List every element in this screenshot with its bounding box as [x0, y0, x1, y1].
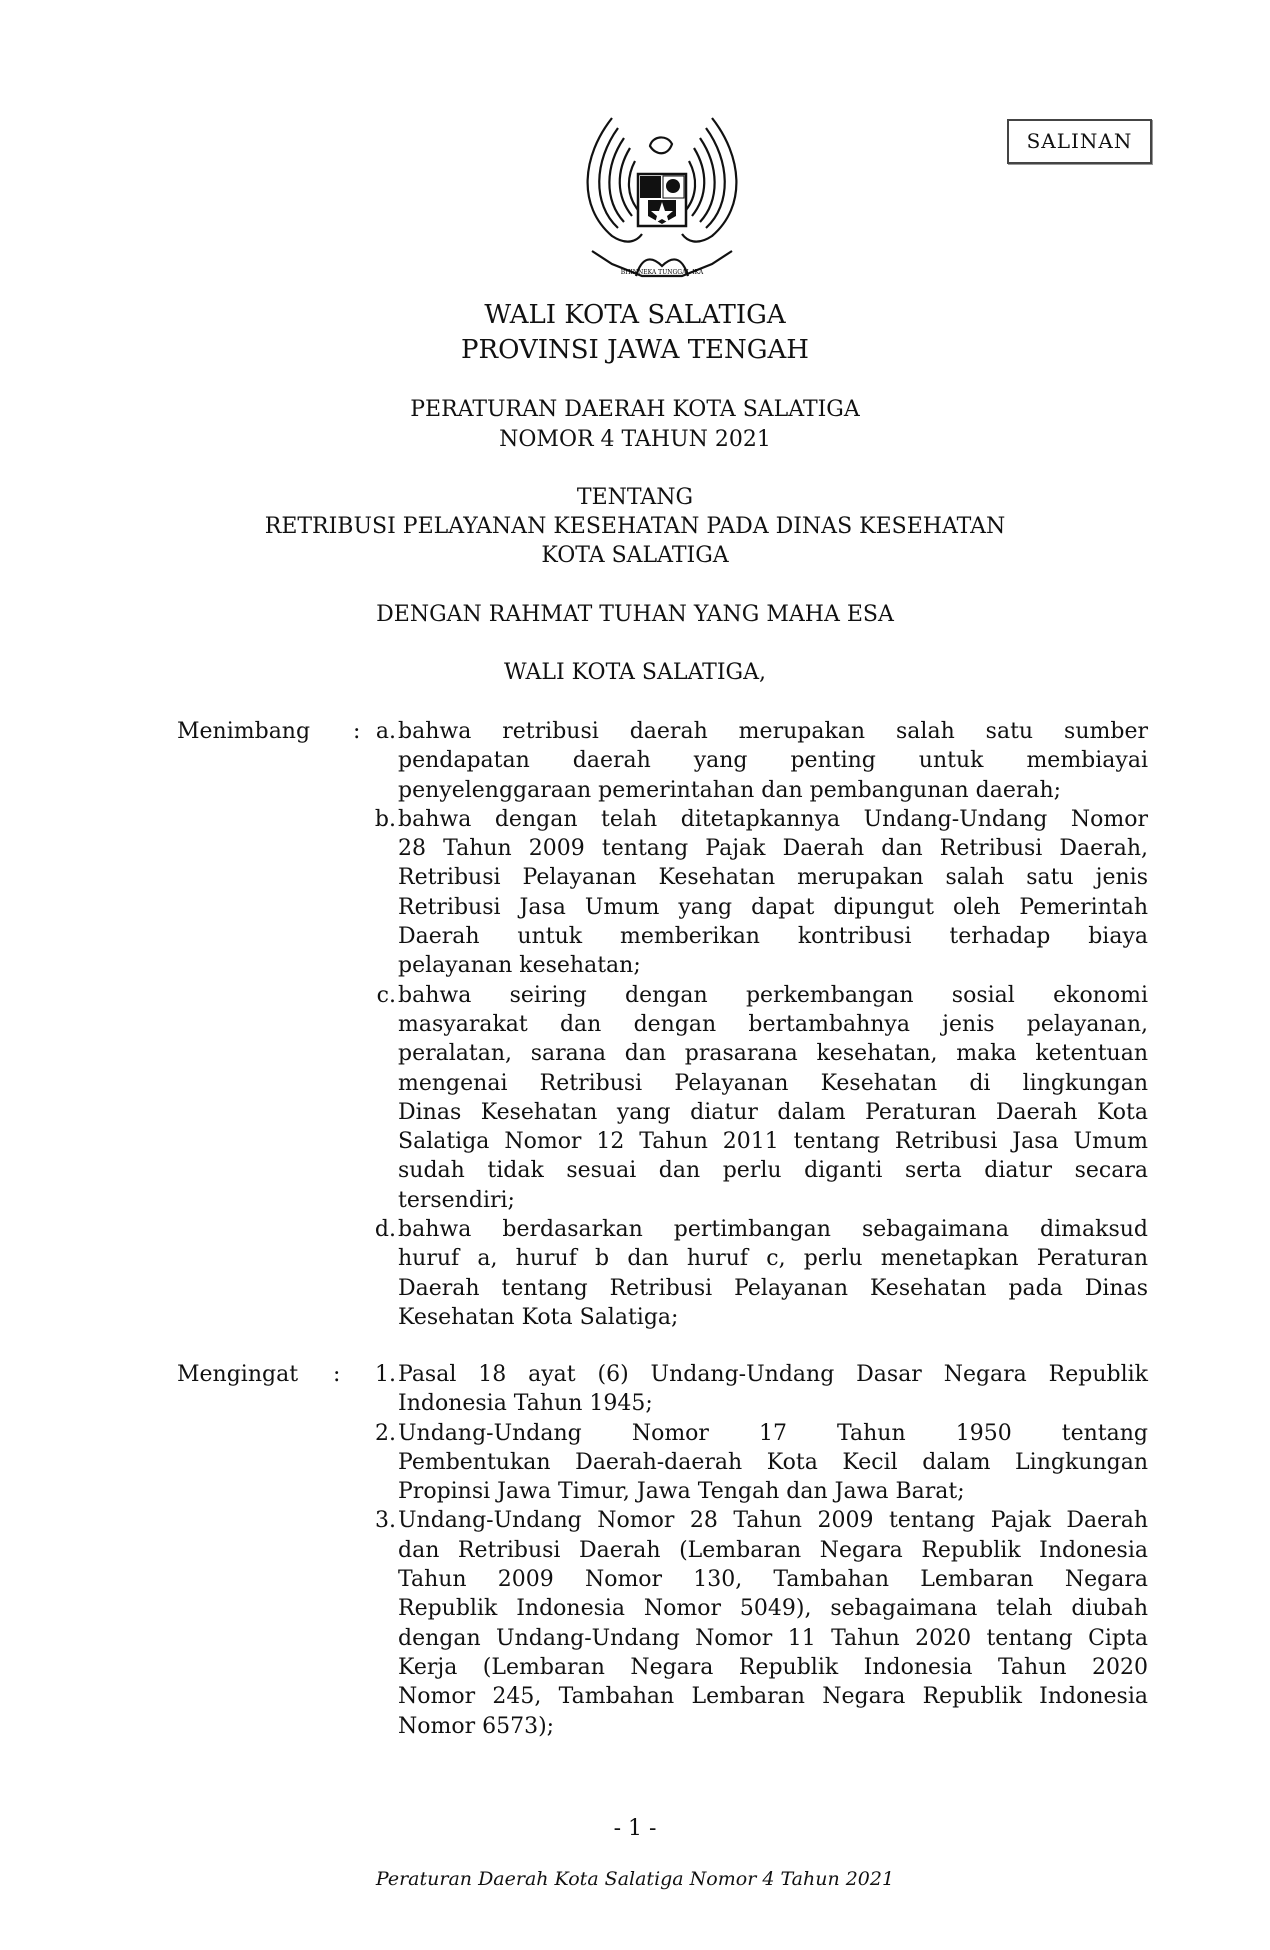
- item-text-line: Indonesia Tahun 1945;: [398, 1391, 653, 1417]
- item-text-line: tersendiri;: [398, 1187, 515, 1213]
- salinan-stamp: SALINAN: [1007, 119, 1152, 164]
- item-text-line: Nomor 6573);: [398, 1713, 555, 1739]
- item-text-line: Nomor 245, Tambahan Lembaran Negara Republik Indonesia: [398, 1684, 1148, 1710]
- header-title: WALI KOTA SALATIGA: [484, 300, 786, 330]
- item-text-line: Pasal 18 ayat (6) Undang-Undang Dasar Negara Republik: [398, 1362, 1148, 1387]
- item-text-line: penyelenggaraan pemerintahan dan pembangunan daerah;: [398, 777, 1062, 803]
- item-text-line: bahwa retribusi daerah merupakan salah satu sumber: [398, 719, 1148, 744]
- emblem-motto: BHINNEKA TUNGGAL IKA: [620, 269, 704, 276]
- item-text-line: Dinas Kesehatan yang diatur dalam Peraturan Daerah Kota: [398, 1099, 1148, 1125]
- mengingat-section: [0, 1360, 1270, 1741]
- item-text-line: sudah tidak sesuai dan perlu diganti serta diatur secara: [398, 1158, 1148, 1184]
- menimbang-label: Menimbang: [177, 719, 311, 744]
- garuda-pancasila-emblem: [572, 116, 752, 294]
- item-marker: d.: [374, 1217, 396, 1243]
- item-marker: a.: [375, 719, 396, 744]
- item-text-line: dan Retribusi Daerah (Lembaran Negara Republik Indonesia: [398, 1537, 1148, 1563]
- item-marker: 2.: [375, 1420, 396, 1446]
- item-text-line: Kesehatan Kota Salatiga;: [398, 1304, 679, 1330]
- subject-line-1: RETRIBUSI PELAYANAN KESEHATAN PADA DINAS KESEHATAN: [264, 514, 1006, 539]
- item-text-line: Propinsi Jawa Timur, Jawa Tengah dan Jawa Barat;: [398, 1479, 965, 1505]
- mengingat-item: [0, 1360, 1270, 1419]
- colon: :: [333, 1362, 341, 1387]
- menimbang-item: [0, 805, 1270, 981]
- item-text-line: Retribusi Pelayanan Kesehatan merupakan salah satu jenis: [398, 865, 1148, 891]
- item-text-line: Daerah tentang Retribusi Pelayanan Kesehatan pada Dinas: [398, 1275, 1148, 1301]
- item-text-line: bahwa berdasarkan pertimbangan sebagaimana dimaksud: [398, 1217, 1148, 1243]
- authority: WALI KOTA SALATIGA,: [503, 660, 766, 685]
- header-province: PROVINSI JAWA TENGAH: [461, 335, 809, 365]
- item-text-line: Retribusi Jasa Umum yang dapat dipungut oleh Pemerintah: [398, 894, 1148, 920]
- item-text-line: masyarakat dan dengan bertambahnya jenis pelayanan,: [398, 1011, 1148, 1037]
- about-label: TENTANG: [576, 485, 694, 510]
- regulation-title: PERATURAN DAERAH KOTA SALATIGA: [410, 397, 860, 422]
- item-text-line: Undang-Undang Nomor 28 Tahun 2009 tentang Pajak Daerah: [398, 1508, 1148, 1534]
- item-text-line: mengenai Retribusi Pelayanan Kesehatan di lingkungan: [398, 1070, 1148, 1096]
- item-text-line: Republik Indonesia Nomor 5049), sebagaimana telah diubah: [398, 1596, 1148, 1622]
- mengingat-item: [0, 1506, 1270, 1740]
- regulation-number: NOMOR 4 TAHUN 2021: [499, 427, 771, 452]
- item-text-line: huruf a, huruf b dan huruf c, perlu menetapkan Peraturan: [398, 1246, 1148, 1272]
- item-marker: 1.: [375, 1362, 396, 1387]
- page-number: - 1 -: [613, 1816, 657, 1841]
- blessing: DENGAN RAHMAT TUHAN YANG MAHA ESA: [376, 602, 894, 627]
- item-text-line: dengan Undang-Undang Nomor 11 Tahun 2020 tentang Cipta: [398, 1625, 1148, 1651]
- subject-line-2: KOTA SALATIGA: [541, 543, 729, 568]
- page-footer: Peraturan Daerah Kota Salatiga Nomor 4 Tahun 2021: [375, 1868, 895, 1890]
- menimbang-section: [0, 717, 1270, 1332]
- item-text-line: Pembentukan Daerah-daerah Kota Kecil dalam Lingkungan: [398, 1449, 1148, 1475]
- menimbang-item: [0, 981, 1270, 1215]
- mengingat-item: [0, 1419, 1270, 1507]
- mengingat-label: Mengingat: [177, 1362, 299, 1387]
- item-text-line: bahwa seiring dengan perkembangan sosial ekonomi: [398, 982, 1148, 1008]
- item-text-line: 28 Tahun 2009 tentang Pajak Daerah dan Retribusi Daerah,: [398, 836, 1148, 862]
- menimbang-item: [0, 1215, 1270, 1332]
- item-text-line: Tahun 2009 Nomor 130, Tambahan Lembaran Negara: [398, 1567, 1148, 1593]
- item-text-line: Kerja (Lembaran Negara Republik Indonesia Tahun 2020: [398, 1654, 1148, 1680]
- item-marker: 3.: [375, 1508, 396, 1534]
- item-text-line: Daerah untuk memberikan kontribusi terhadap biaya: [398, 924, 1148, 950]
- item-marker: b.: [374, 806, 396, 832]
- colon: :: [353, 719, 361, 744]
- item-text-line: Salatiga Nomor 12 Tahun 2011 tentang Retribusi Jasa Umum: [398, 1129, 1148, 1155]
- item-text-line: bahwa dengan telah ditetapkannya Undang-Undang Nomor: [398, 806, 1148, 832]
- item-marker: c.: [376, 982, 396, 1008]
- item-text-line: pelayanan kesehatan;: [398, 953, 641, 979]
- item-text-line: Undang-Undang Nomor 17 Tahun 1950 tentang: [398, 1420, 1148, 1446]
- menimbang-item: [0, 717, 1270, 805]
- item-text-line: peralatan, sarana dan prasarana kesehatan, maka ketentuan: [398, 1041, 1148, 1067]
- item-text-line: pendapatan daerah yang penting untuk membiayai: [398, 748, 1148, 774]
